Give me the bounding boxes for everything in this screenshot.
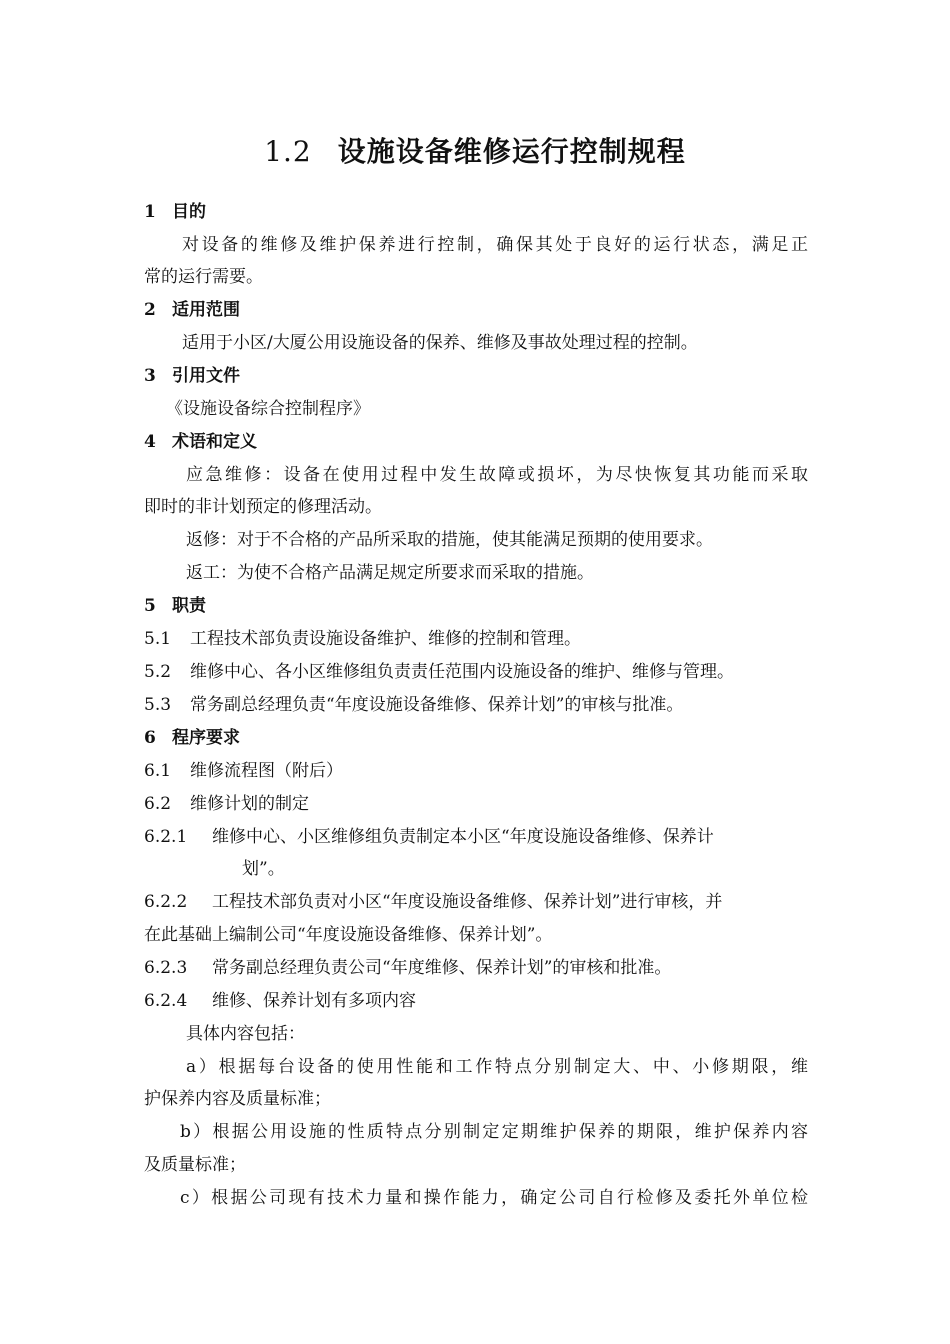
section-heading-references: 3 引用文件 — [144, 366, 240, 386]
paragraph-line: 适用于小区/大厦公用设施设备的保养、维修及事故处理过程的控制。 — [182, 333, 698, 353]
list-item: 6.2.4 维修、保养计划有多项内容 — [144, 991, 416, 1011]
paragraph-line: a）根据每台设备的使用性能和工作特点分别制定大、中、小修期限，维 — [186, 1057, 808, 1077]
list-item: 5.3 常务副总经理负责“年度设施设备维修、保养计划”的审核与批准。 — [144, 695, 684, 715]
paragraph-line: 及质量标准； — [144, 1155, 246, 1175]
section-heading-scope: 2 适用范围 — [144, 300, 240, 320]
list-item: 6.2.2 工程技术部负责对小区“年度设施设备维修、保养计划”进行审核，并 — [144, 892, 723, 912]
section-heading-procedure: 6 程序要求 — [144, 728, 240, 748]
section-heading-purpose: 1 目的 — [144, 202, 206, 222]
list-item: 6.2 维修计划的制定 — [144, 794, 309, 814]
page-title — [0, 132, 950, 172]
paragraph-line: 返修：对于不合格的产品所采取的措施，使其能满足预期的使用要求。 — [186, 530, 713, 550]
paragraph-line: 对设备的维修及维护保养进行控制，确保其处于良好的运行状态，满足正 — [182, 235, 808, 255]
list-item-continuation: 划”。 — [242, 859, 285, 879]
title-text: 设施设备维修运行控制规程 — [337, 135, 686, 168]
paragraph-line: 护保养内容及质量标准； — [144, 1089, 331, 1109]
list-item: 6.1 维修流程图（附后） — [144, 761, 343, 781]
paragraph-line: 常的运行需要。 — [144, 267, 263, 287]
paragraph-line: 即时的非计划预定的修理活动。 — [144, 497, 382, 517]
paragraph-line: 返工：为使不合格产品满足规定所要求而采取的措施。 — [186, 563, 594, 583]
paragraph-line: 《设施设备综合控制程序》 — [166, 399, 370, 419]
paragraph-line: c）根据公司现有技术力量和操作能力，确定公司自行检修及委托外单位检 — [180, 1188, 808, 1208]
paragraph-line: 应急维修：设备在使用过程中发生故障或损坏，为尽快恢复其功能而采取 — [186, 465, 808, 485]
list-item: 5.2 维修中心、各小区维修组负责责任范围内设施设备的维护、维修与管理。 — [144, 662, 734, 682]
section-heading-responsibilities: 5 职责 — [144, 596, 206, 616]
list-item: 6.2.3 常务副总经理负责公司“年度维修、保养计划”的审核和批准。 — [144, 958, 672, 978]
section-heading-definitions: 4 术语和定义 — [144, 432, 257, 452]
paragraph-line: b）根据公用设施的性质特点分别制定定期维护保养的期限，维护保养内容 — [180, 1122, 808, 1142]
list-item-continuation: 在此基础上编制公司“年度设施设备维修、保养计划”。 — [144, 925, 553, 945]
list-item: 6.2.1 维修中心、小区维修组负责制定本小区“年度设施设备维修、保养计 — [144, 827, 714, 847]
list-item: 5.1 工程技术部负责设施设备维护、维修的控制和管理。 — [144, 629, 581, 649]
title-number: 1.2 — [264, 135, 312, 168]
paragraph-line: 具体内容包括： — [186, 1024, 305, 1044]
